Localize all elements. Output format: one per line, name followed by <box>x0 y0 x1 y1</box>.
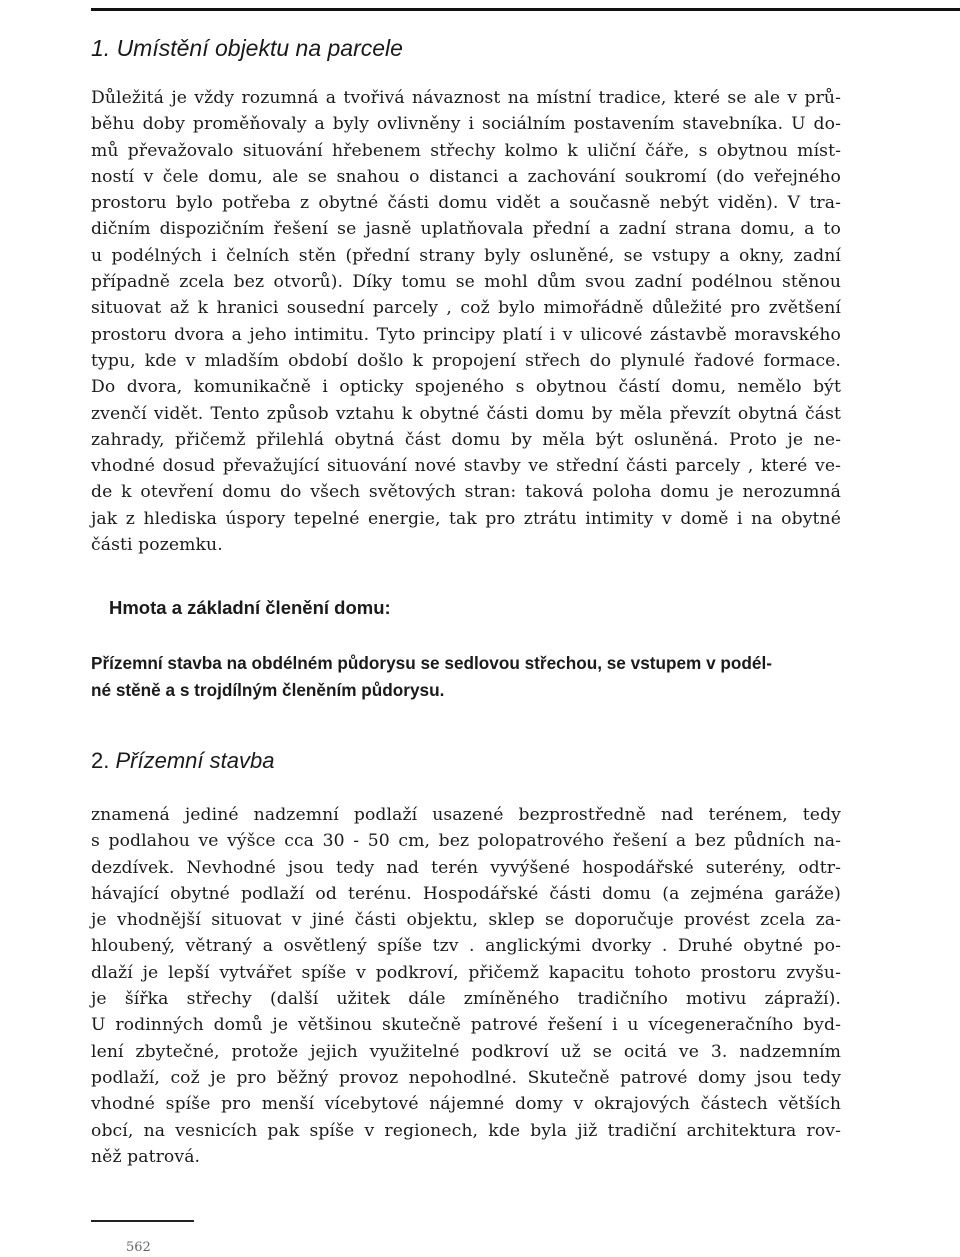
text-line: prostoru bylo potřeba z obytné části domu vidět a současně nebýt viděn). V tra- <box>91 193 841 214</box>
text-line: případně zcela bez otvorů). Díky tomu se mohl dům svou zadní podélnou stěnou <box>91 272 841 293</box>
text-line: dezdívek. Nevhodné jsou tedy nad terén vyvýšené hospodářské suterény, odtr- <box>91 857 841 878</box>
text-line: hávající obytné podlaží od terénu. Hospodářské části domu (a zejména garáže) <box>91 883 841 904</box>
text-line: vhodné dosud převažující situování nové stavby ve střední části parcely , které ve- <box>91 456 841 477</box>
text-line: běhu doby proměňovaly a byly ovlivněny i sociálním postavením stavebníka. U do- <box>91 114 841 135</box>
text-line: něž patrová. <box>91 1146 201 1167</box>
section-2-paragraph <box>91 802 841 1170</box>
text-line: hloubený, větraný a osvětlený spíše tzv . anglickými dvorky . Druhé obytné po- <box>91 936 841 957</box>
text-line: zvenčí vidět. Tento způsob vztahu k obytné části domu by měla převzít obytná část <box>91 403 841 424</box>
footer-rule <box>91 1220 194 1222</box>
mass-description <box>91 650 841 703</box>
text-line: jak z hlediska úspory tepelné energie, tak pro ztrátu intimity v domě i na obytné <box>91 508 841 529</box>
text-line: zahrady, přičemž přilehlá obytná část domu by měla být osluněná. Proto je ne- <box>91 429 841 450</box>
text-line: s podlahou ve výšce cca 30 - 50 cm, bez polopatrového řešení a bez půdních na- <box>91 831 841 852</box>
text-line: vhodné spíše pro menší vícebytové nájemné domy v okrajových částech větších <box>91 1094 841 1115</box>
text-line: de k otevření domu do všech světových stran: taková poloha domu je nerozumná <box>91 482 841 503</box>
section-2-title: Přízemní stavba <box>115 748 275 773</box>
text-line: obcí, na vesnicích pak spíše v regionech, kde byla již tradiční architektura rov- <box>91 1120 841 1141</box>
top-rule <box>91 8 960 11</box>
text-line: né stěně a s trojdílným členěním půdorysu. <box>91 679 445 700</box>
text-line: znamená jediné nadzemní podlaží usazené bezprostředně nad terénem, tedy <box>91 805 841 825</box>
text-line: u podélných i čelních stěn (přední strany byly osluněné, se vstupy a okny, zadní <box>91 245 841 266</box>
text-line: Důležitá je vždy rozumná a tvořivá návaznost na místní tradice, které se ale v prů- <box>91 88 841 108</box>
section-1-heading: 1. Umístění objektu na parcele <box>91 35 403 61</box>
text-line: je šířka střechy (další užitek dále zmíněného tradičního motivu zápraží). <box>91 989 841 1010</box>
text-line: podlaží, což je pro běžný provoz nepohodlné. Skutečně patrové domy jsou tedy <box>91 1067 841 1088</box>
page-number: 562 <box>126 1240 151 1255</box>
mass-heading: Hmota a základní členění domu: <box>109 597 391 618</box>
text-line: dičním dispozičním řešení se jasně uplatňovala přední a zadní strana domu, a to <box>91 219 841 240</box>
text-line: lení zbytečné, protože jejich využitelné podkroví už se ocitá ve 3. nadzemním <box>91 1041 841 1062</box>
text-line: U rodinných domů je většinou skutečně patrové řešení i u vícegeneračního byd- <box>91 1015 841 1036</box>
text-line: dlaží je lepší vytvářet spíše v podkroví, přičemž kapacitu tohoto prostoru zvyšu- <box>91 962 841 983</box>
section-2-heading <box>91 746 274 776</box>
text-line: Do dvora, komunikačně i opticky spojeného s obytnou částí domu, nemělo být <box>91 377 841 398</box>
text-line: ností v čele domu, ale se snahou o distanci a zachování soukromí (do veřejného <box>91 166 841 187</box>
text-line: části pozemku. <box>91 535 223 556</box>
text-line: Přízemní stavba na obdélném půdorysu se sedlovou střechou, se vstupem v podél- <box>91 653 772 673</box>
text-line: typu, kde v mladším období došlo k propojení střech do plynulé řadové formace. <box>91 350 841 371</box>
text-line: situovat až k hranici sousední parcely , což bylo mimořádně důležité pro zvětšení <box>91 298 841 319</box>
text-line: je vhodnější situovat v jiné části objektu, sklep se doporučuje provést zcela za- <box>91 910 841 931</box>
section-2-number: 2. <box>91 748 110 773</box>
text-line: prostoru dvora a jeho intimitu. Tyto principy platí i v ulicové zástavbě moravského <box>91 324 841 345</box>
section-1-paragraph <box>91 85 841 558</box>
text-line: mů převažovalo situování hřebenem střechy kolmo k uliční čáře, s obytnou míst- <box>91 140 841 161</box>
